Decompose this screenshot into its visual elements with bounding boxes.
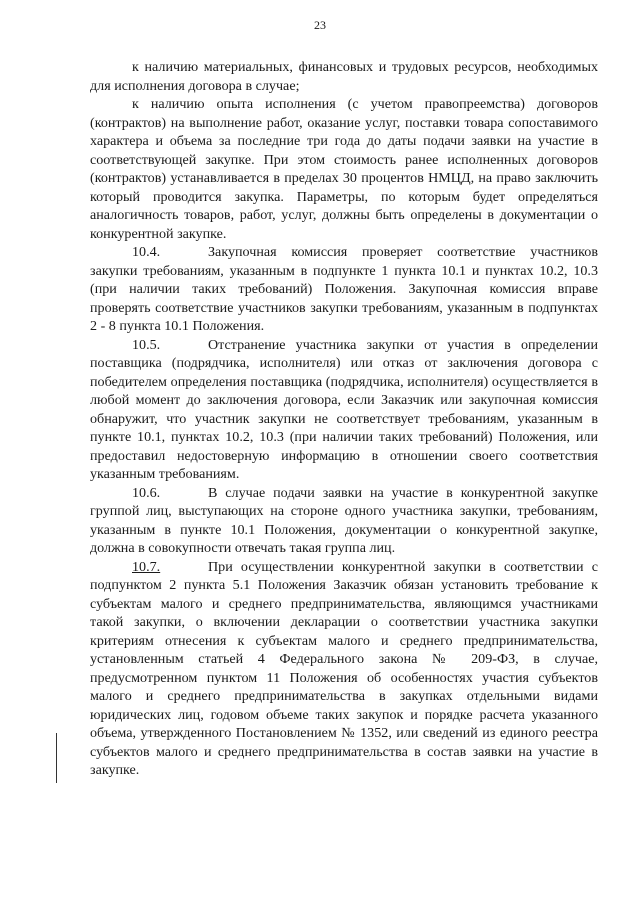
paragraph-text: При осуществлении конкурентной закупки в соответствии с подпунктом 2 пункта 5.1 Положения Заказчик обязан установить требование к субъектам малого и среднего предпринимательства, являющимся участниками такой закупки, о включении декларации о соответствии участника закупки критериям отнесения к субъектам малого и среднего предпринимательства, установленным статьей 4 Федерального закона № 209-ФЗ, в случае, предусмотренном пунктом 11 Положения об особенностях участия субъектов малого и среднего предпринимательства в закупках отдельными видами юридических лиц, годовом объеме таких закупок и порядке расчета указанного объема, утвержденного Постановлением № 1352, или сведений из единого реестра субъектов малого и среднего предпринимательства в состав заявки на участие в закупке. bbox=[90, 558, 598, 778]
margin-line bbox=[56, 733, 57, 783]
clause-number: 10.5. bbox=[132, 336, 161, 353]
paragraph-10-6 bbox=[90, 484, 598, 558]
paragraph-10-5 bbox=[90, 336, 598, 484]
paragraph-10-4 bbox=[90, 243, 598, 336]
clause-number: 10.7. bbox=[132, 558, 161, 575]
document-body bbox=[90, 58, 598, 780]
paragraph-text: к наличию опыта исполнения (с учетом правопреемства) договоров (контрактов) на выполнение работ, оказание услуг, поставки товара сопоставимого характера и объема за последние три года до даты подачи заявки на участие в соответствующей закупке. При этом стоимость ранее исполненных договоров (контрактов) устанавливается в пределах 30 процентов НМЦД, на право заключить который проводится закупка. Параметры, по которым будет определяться аналогичность товаров, работ, услуг, должны быть определены в документации о конкурентной закупке. bbox=[90, 96, 598, 242]
paragraph-text: В случае подачи заявки на участие в конкурентной закупке группой лиц, выступающих на стороне одного участника закупки, требованиям, указанным в пункте 10.1 Положения, документации о конкурентной закупке, должна в совокупности отвечать такая группа лиц. bbox=[90, 484, 598, 556]
paragraph-text: Отстранение участника закупки от участия в определении поставщика (подрядчика, исполнителя) или отказ от заключения договора с победителем определения поставщика (подрядчика, исполнителя) осуществляется в любой момент до заключения договора, если Заказчик или закупочная комиссия обнаружит, что участник закупки не соответствует требованиям, указанным в пункте 10.1, пунктах 10.2, 10.3 (при наличии таких требований) Положения, или предоставил недостоверную информацию в отношении своего соответствия указанным требованиям. bbox=[90, 336, 598, 482]
paragraph-text: к наличию материальных, финансовых и трудовых ресурсов, необходимых для исполнения договора в случае; bbox=[90, 59, 598, 94]
clause-number: 10.6. bbox=[132, 484, 161, 501]
clause-number: 10.4. bbox=[132, 244, 161, 260]
paragraph-resources bbox=[90, 58, 598, 95]
paragraph-10-7 bbox=[90, 558, 598, 780]
paragraph-text: Закупочная комиссия проверяет соответствие участников закупки требованиям, указанным в подпункте 1 пункта 10.1 и пунктах 10.2, 10.3 (при наличии таких требований) Положения. Закупочная комиссия вправе проверять соответствие участников закупки требованиям, указанным в подпунктах 2 - 8 пункта 10.1 Положения. bbox=[90, 244, 598, 334]
page-number: 23 bbox=[314, 18, 326, 32]
paragraph-experience bbox=[90, 95, 598, 243]
